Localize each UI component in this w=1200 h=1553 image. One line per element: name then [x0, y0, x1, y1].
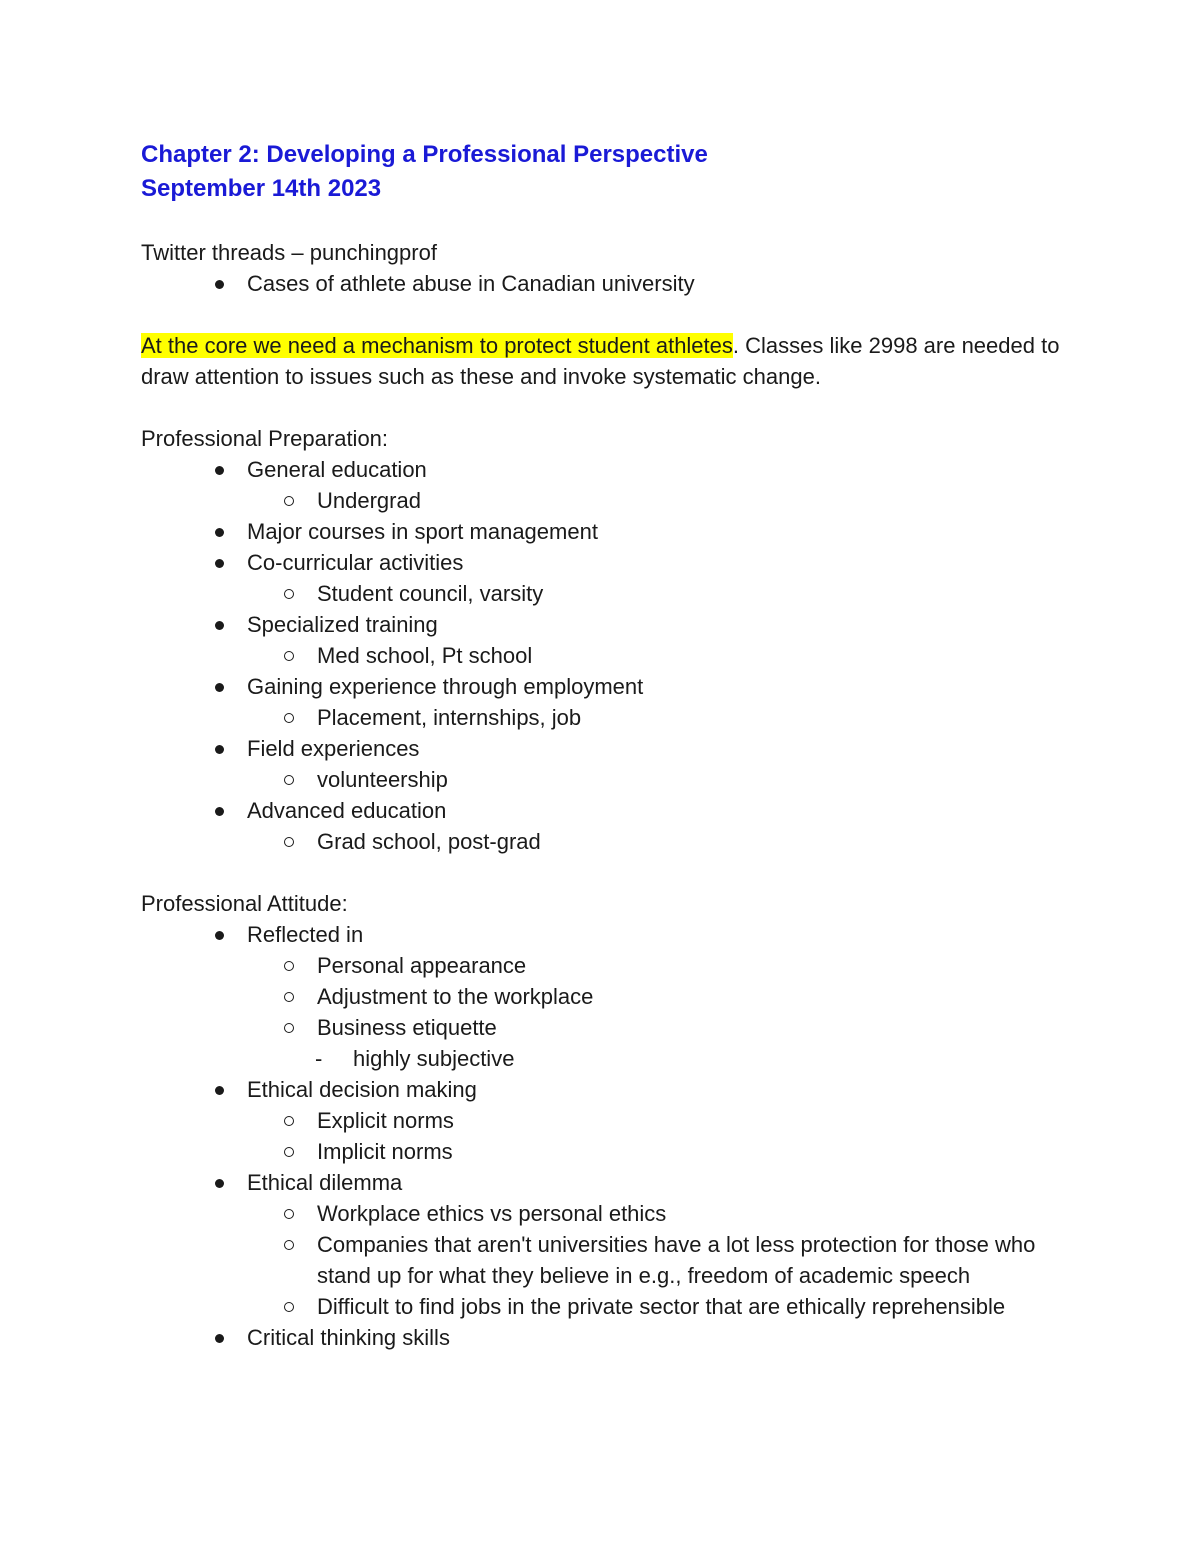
list-item [141, 516, 1071, 547]
bullet-icon [215, 1334, 224, 1343]
sub-list-item-label: Undergrad [317, 488, 421, 513]
list-item [141, 795, 1071, 826]
hollow-bullet-icon [284, 713, 294, 723]
sub-list-item-label: Grad school, post-grad [317, 829, 541, 854]
hollow-bullet-icon [284, 775, 294, 785]
sub-list-item-label: Difficult to find jobs in the private sector that are ethically reprehensible [317, 1294, 1006, 1319]
bullet-icon [215, 559, 224, 568]
sub-list-item-label: Adjustment to the workplace [317, 984, 594, 1009]
bullet-icon [215, 807, 224, 816]
list-item-label: Critical thinking skills [247, 1325, 450, 1350]
document-page [141, 138, 1071, 1353]
bullet-icon [215, 683, 224, 692]
twitter-list [141, 268, 1071, 299]
bullet-icon [215, 931, 224, 940]
hollow-bullet-icon [284, 1147, 294, 1157]
list-item [141, 268, 1071, 299]
sub-list-item [141, 1136, 1071, 1167]
list-item [141, 547, 1071, 578]
bullet-icon [215, 466, 224, 475]
bullet-icon [215, 621, 224, 630]
spacer [141, 392, 1071, 423]
list-item-label: Field experiences [247, 736, 420, 761]
sub-list-item [141, 1198, 1071, 1229]
hollow-bullet-icon [284, 992, 294, 1002]
bullet-icon [215, 745, 224, 754]
list-item-label: Reflected in [247, 922, 364, 947]
sub-list-item [141, 702, 1071, 733]
bullet-icon [215, 528, 224, 537]
sub-list-item-label: Companies that aren't universities have a lot less protection for those who stand up for what they believe in e.g., freedom of academic speech [317, 1232, 1036, 1288]
sub-list-item [141, 764, 1071, 795]
hollow-bullet-icon [284, 651, 294, 661]
sub-list-item [141, 1229, 1071, 1291]
sub-sub-list-item-label: highly subjective [353, 1046, 515, 1071]
preparation-list [141, 454, 1071, 857]
hollow-bullet-icon [284, 496, 294, 506]
preparation-heading: Professional Preparation: [141, 426, 389, 451]
sub-list-item-label: Personal appearance [317, 953, 527, 978]
bullet-icon [215, 1086, 224, 1095]
sub-list-item-label: Explicit norms [317, 1108, 454, 1133]
sub-list-item [141, 1012, 1071, 1043]
sub-list-item-label: Business etiquette [317, 1015, 497, 1040]
list-item-label: Specialized training [247, 612, 438, 637]
list-item-label: Co-curricular activities [247, 550, 464, 575]
list-item [141, 609, 1071, 640]
paragraph-text: . Classes like 2998 are needed to draw attention to issues such as these and invoke systematic change. [141, 333, 1060, 389]
sub-list-item-label: Student council, varsity [317, 581, 544, 606]
list-item [141, 1322, 1071, 1353]
list-item-label: Major courses in sport management [247, 519, 598, 544]
sub-list-item [141, 578, 1071, 609]
sub-list-item [141, 640, 1071, 671]
list-item-label: Advanced education [247, 798, 447, 823]
hollow-bullet-icon [284, 961, 294, 971]
list-item [141, 733, 1071, 764]
sub-list-item-label: volunteership [317, 767, 448, 792]
spacer [141, 206, 1071, 237]
hollow-bullet-icon [284, 1023, 294, 1033]
bullet-icon [215, 280, 224, 289]
sub-list-item-label: Implicit norms [317, 1139, 453, 1164]
hollow-bullet-icon [284, 589, 294, 599]
bullet-icon [215, 1179, 224, 1188]
date-heading: September 14th 2023 [141, 175, 382, 202]
sub-list-item [141, 826, 1071, 857]
list-item [141, 454, 1071, 485]
sub-list-item-label: Placement, internships, job [317, 705, 582, 730]
hollow-bullet-icon [284, 1116, 294, 1126]
sub-list-item [141, 485, 1071, 516]
list-item [141, 671, 1071, 702]
highlighted-text: At the core we need a mechanism to protect student athletes [141, 333, 733, 358]
list-item [141, 1074, 1071, 1105]
sub-list-item [141, 981, 1071, 1012]
list-item [141, 919, 1071, 950]
dash-icon: - [315, 1046, 323, 1071]
list-item-label: Ethical decision making [247, 1077, 477, 1102]
list-item-label: Gaining experience through employment [247, 674, 644, 699]
hollow-bullet-icon [284, 1240, 294, 1250]
sub-list-item-label: Workplace ethics vs personal ethics [317, 1201, 667, 1226]
list-item-label: Ethical dilemma [247, 1170, 403, 1195]
sub-sub-list-item [141, 1043, 1071, 1074]
hollow-bullet-icon [284, 1209, 294, 1219]
list-item-label: General education [247, 457, 427, 482]
hollow-bullet-icon [284, 837, 294, 847]
attitude-list [141, 919, 1071, 1353]
list-item [141, 1167, 1071, 1198]
sub-list-item [141, 950, 1071, 981]
spacer [141, 299, 1071, 330]
core-paragraph [141, 330, 1071, 392]
sub-list-item-label: Med school, Pt school [317, 643, 533, 668]
list-item-label: Cases of athlete abuse in Canadian university [247, 271, 695, 296]
attitude-heading: Professional Attitude: [141, 891, 348, 916]
sub-list-item [141, 1105, 1071, 1136]
hollow-bullet-icon [284, 1302, 294, 1312]
chapter-title: Chapter 2: Developing a Professional Perspective [141, 141, 708, 168]
twitter-heading: Twitter threads – punchingprof [141, 240, 437, 265]
sub-list-item [141, 1291, 1071, 1322]
spacer [141, 857, 1071, 888]
